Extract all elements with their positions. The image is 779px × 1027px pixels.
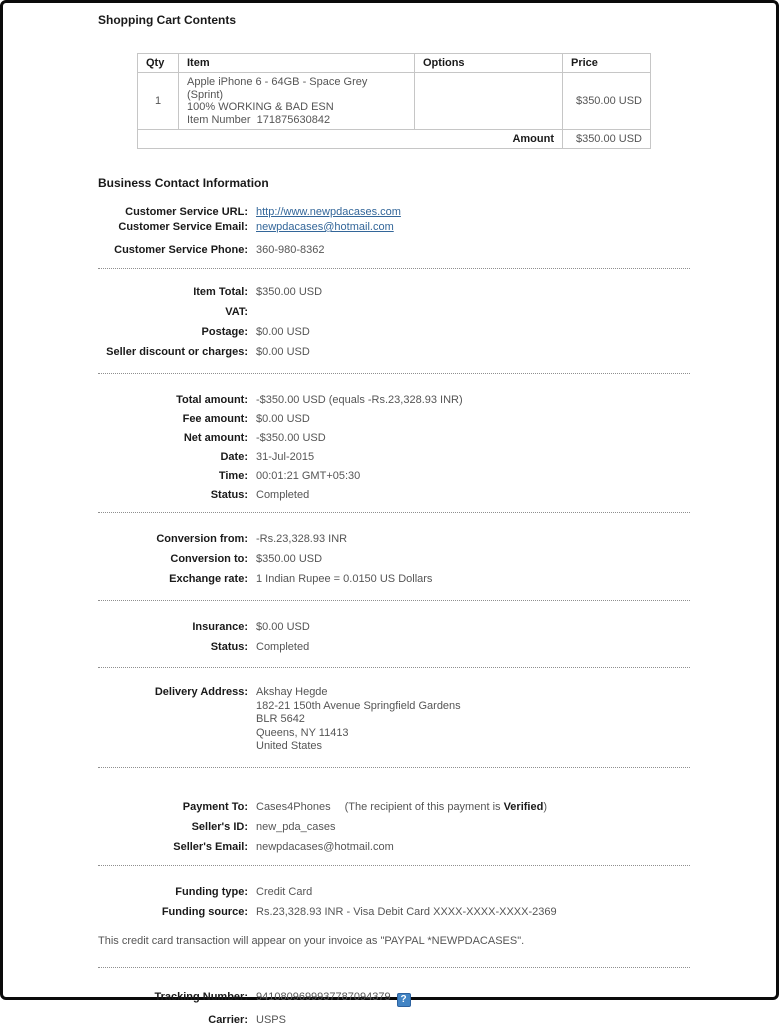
business-contact-section [98,176,690,268]
item-total-value: $350.00 USD [256,286,323,298]
seller-email-value: newpdacases@hotmail.com [256,840,394,853]
insurance-value: $0.00 USD [256,621,310,633]
exchange-rate-value: 1 Indian Rupee = 0.0150 US Dollars [256,573,433,585]
date-value: 31-Jul-2015 [256,451,315,463]
item-number: Item Number 171875630842 [187,113,331,126]
net-amount-label: Net amount: [183,432,248,444]
delivery-country: United States [256,740,323,752]
customer-service-url-link[interactable]: http://www.newpdacases.com [256,206,401,218]
cart-table-header-row [138,54,651,73]
item-column-header: Item [179,54,415,73]
transaction-details-page [98,3,690,1027]
vat-row [98,306,690,319]
conversion-from-value: -Rs.23,328.93 INR [256,533,348,545]
cart-table [137,53,651,149]
amount-label: Amount [138,130,563,149]
cart-amount-row [138,130,651,149]
options-column-header: Options [415,54,563,73]
fee-amount-value: $0.00 USD [256,413,310,425]
business-contact-heading: Business Contact Information [98,176,269,190]
item-description [179,73,415,130]
status-label: Status: [210,489,248,501]
time-row [98,470,690,483]
cart-item-row [138,73,651,130]
price-column-header: Price [563,54,651,73]
help-icon[interactable]: ? [397,993,411,1007]
qty-column-header: Qty [138,54,179,73]
conversion-from-label: Conversion from: [156,533,248,545]
payment-section [98,768,690,865]
postage-row [98,326,690,339]
tracking-number-row [98,991,690,1007]
delivery-address-section [98,668,690,767]
seller-id-row [98,821,690,834]
time-value: 00:01:21 GMT+05:30 [256,470,361,482]
seller-discount-row [98,346,690,359]
funding-section [98,866,690,967]
customer-service-email-row [98,221,690,234]
item-qty: 1 [138,73,179,130]
verified-note-prefix: (The recipient of this payment is [344,800,504,813]
item-title: Apple iPhone 6 - 64GB - Space Grey (Sprint) [187,76,371,101]
totals-section [98,269,690,373]
net-amount-row [98,432,690,445]
item-total-label: Item Total: [193,286,248,298]
total-amount-value: -$350.00 USD (equals -Rs.23,328.93 INR) [256,394,463,406]
funding-source-label: Funding source: [161,905,248,918]
funding-type-value: Credit Card [256,885,313,898]
payment-to-row [98,801,690,814]
insurance-status-label: Status: [210,641,248,653]
funding-type-row [98,886,690,899]
customer-service-phone-row [98,244,690,257]
tracking-section [98,968,690,1027]
insurance-section [98,601,690,667]
delivery-address-row [98,686,690,754]
customer-service-email-link[interactable]: newpdacases@hotmail.com [256,221,394,233]
tracking-number: 9410809699937787094379 [256,990,391,1003]
customer-service-phone-label: Customer Service Phone: [114,244,248,256]
insurance-row [98,621,690,634]
vat-label: VAT: [225,306,248,318]
conversion-section [98,513,690,600]
fee-amount-row [98,413,690,426]
verified-badge-text: Verified [503,800,544,813]
cart-heading: Shopping Cart Contents [98,13,236,27]
seller-email-row [98,841,690,854]
conversion-to-value: $350.00 USD [256,553,323,565]
total-amount-label: Total amount: [176,394,248,406]
conversion-from-row [98,533,690,546]
customer-service-email-label: Customer Service Email: [118,221,248,233]
status-value: Completed [256,489,310,501]
transaction-section [98,374,690,512]
customer-service-phone-value: 360-980-8362 [256,244,325,256]
status-row [98,489,690,502]
tracking-number-value [256,991,411,1007]
customer-service-url-row [98,206,690,219]
conversion-to-row [98,553,690,566]
funding-source-value: Rs.23,328.93 INR - Visa Debit Card XXXX-XXXX-XXXX-2369 [256,905,557,918]
delivery-line3: BLR 5642 [256,713,305,725]
carrier-value: USPS [256,1013,286,1026]
verified-note-suffix: ) [543,800,547,813]
date-row [98,451,690,464]
funding-source-row [98,906,690,919]
total-amount-row [98,394,690,407]
seller-id-label: Seller's ID: [191,820,248,833]
carrier-row [98,1014,690,1027]
seller-discount-value: $0.00 USD [256,346,310,358]
carrier-label: Carrier: [208,1013,248,1026]
payment-to-value [256,801,547,814]
delivery-address-value [256,686,461,754]
insurance-status-row [98,641,690,654]
time-label: Time: [218,470,248,482]
item-condition: 100% WORKING & BAD ESN [187,101,334,113]
date-label: Date: [220,451,248,463]
invoice-note: This credit card transaction will appear on your invoice as "PAYPAL *NEWPDACASES". [98,934,525,947]
funding-type-label: Funding type: [175,885,248,898]
postage-value: $0.00 USD [256,326,310,338]
exchange-rate-label: Exchange rate: [169,573,248,585]
insurance-status-value: Completed [256,641,310,653]
tracking-number-label: Tracking Number: [154,990,248,1003]
delivery-address-label: Delivery Address: [154,686,248,698]
insurance-label: Insurance: [192,621,248,633]
delivery-city-state-zip: Queens, NY 11413 [256,726,349,739]
postage-label: Postage: [201,326,248,338]
amount-value: $350.00 USD [563,130,651,149]
exchange-rate-row [98,573,690,586]
fee-amount-label: Fee amount: [182,413,248,425]
seller-discount-label: Seller discount or charges: [106,346,248,358]
net-amount-value: -$350.00 USD [256,432,326,444]
item-total-row [98,286,690,299]
delivery-street: 182-21 150th Avenue Springfield Gardens [256,699,461,712]
seller-email-label: Seller's Email: [173,840,248,853]
seller-id-value: new_pda_cases [256,820,336,833]
item-options [415,73,563,130]
customer-service-url-label: Customer Service URL: [125,206,248,218]
payee-name: Cases4Phones [256,800,331,813]
item-price: $350.00 USD [563,73,651,130]
payment-to-label: Payment To: [182,800,248,813]
conversion-to-label: Conversion to: [170,553,248,565]
delivery-name: Akshay Hegde [256,686,328,698]
